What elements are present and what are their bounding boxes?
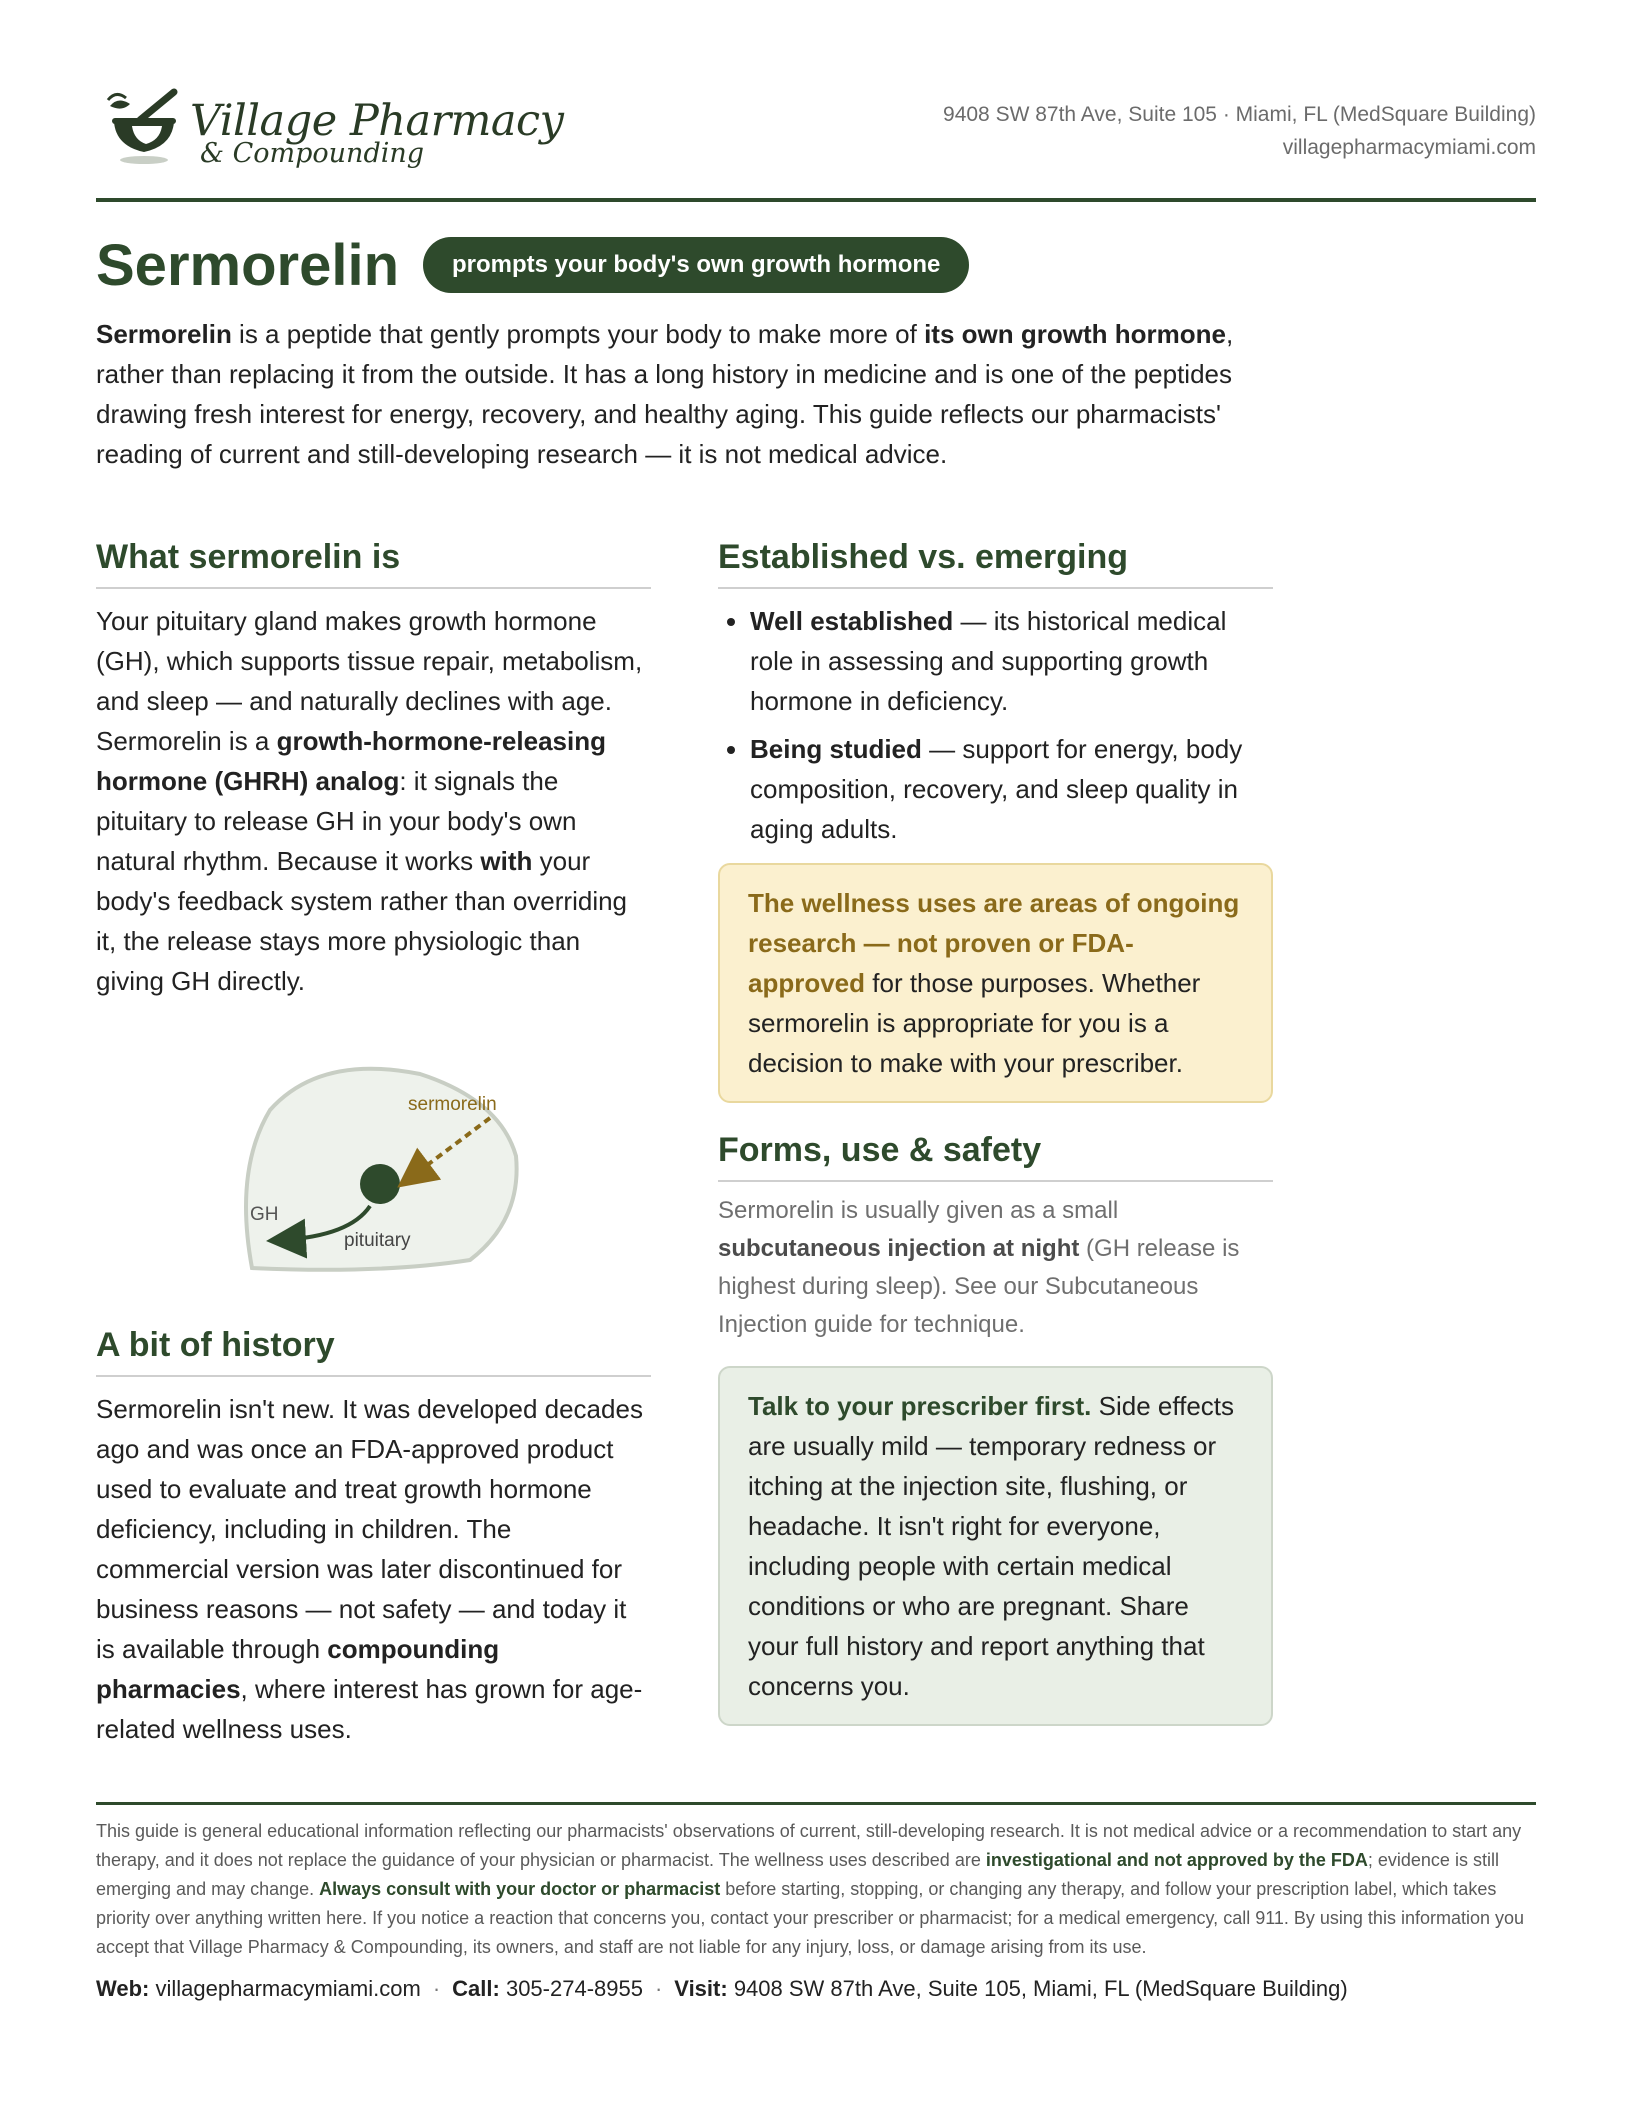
forms-heading: Forms, use & safety bbox=[718, 1131, 1273, 1182]
what-is-heading: What sermorelin is bbox=[96, 538, 651, 589]
footer bbox=[96, 1802, 1536, 2002]
intro-bold-1: Sermorelin bbox=[96, 319, 232, 349]
web-link[interactable]: villagepharmacymiami.com bbox=[155, 1976, 421, 2001]
caution-bold: The wellness uses are areas of ongoing research — not proven or FDA-approved bbox=[748, 888, 1240, 998]
disclaimer-bold-2: Always consult with your doctor or pharmacist bbox=[319, 1879, 721, 1899]
established-list bbox=[718, 601, 1273, 849]
logo-subtitle: & Compounding bbox=[200, 138, 425, 169]
forms-text-1: Sermorelin is usually given as a small bbox=[718, 1197, 1119, 1224]
tagline-badge: prompts your body's own growth hormone bbox=[423, 237, 969, 293]
safety-bold: Talk to your prescriber first. bbox=[748, 1391, 1092, 1421]
list-item-text: — its historical medical role in assessing and supporting growth hormone in deficiency. bbox=[750, 606, 1227, 716]
list-item bbox=[750, 601, 1273, 721]
history-heading: A bit of history bbox=[96, 1326, 651, 1377]
header-contact bbox=[943, 98, 1536, 164]
forms-bold-1: subcutaneous injection at night bbox=[718, 1235, 1080, 1262]
pharmacy-logo[interactable] bbox=[104, 86, 564, 176]
history-text-1: Sermorelin isn't new. It was developed decades ago and was once an FDA-approved product used to evaluate and treat growth hormone deficiency, including in children. The commercial version was later discontinued for business reasons — not safety — and today it is available through bbox=[96, 1394, 643, 1664]
call-label: Call: bbox=[452, 1976, 500, 2001]
disclaimer-text-2: ; evidence is still emerging and may change. bbox=[96, 1850, 1499, 1899]
logo-name: Village Pharmacy bbox=[190, 96, 564, 146]
title-row bbox=[96, 230, 969, 300]
what-is-text-1: Your pituitary gland makes growth hormone (GH), which supports tissue repair, metabolism, and sleep — and naturally declines with age. Sermorelin is a bbox=[96, 606, 643, 756]
right-column bbox=[718, 538, 1273, 1726]
mortar-pestle-icon bbox=[104, 86, 194, 168]
what-is-bold-2: with bbox=[480, 846, 533, 876]
page-title: Sermorelin bbox=[96, 232, 399, 298]
what-is-section bbox=[96, 538, 651, 1001]
phone-link[interactable]: 305-274-8955 bbox=[505, 1976, 643, 2001]
visit-address: 9408 SW 87th Ave, Suite 105, Miami, FL (MedSquare Building) bbox=[733, 1976, 1348, 2001]
diagram-label-gh: GH bbox=[250, 1204, 279, 1225]
disclaimer-text bbox=[96, 1817, 1536, 1962]
separator-dot: · bbox=[654, 1976, 663, 2001]
header-address: 9408 SW 87th Ave, Suite 105 · Miami, FL (MedSquare Building) bbox=[943, 103, 1536, 126]
list-item-bold: Well established bbox=[750, 606, 954, 636]
disclaimer-text-3: before starting, stopping, or changing any therapy, and follow your prescription label, which takes priority over anything written here. If you notice a reaction that concerns you, contact your prescriber or pharmacist; for a medical emergency, call 911. By using this information you accept that Village Pharmacy & Compounding, its owners, and staff are not liable for any injury, loss, or damage arising from its use. bbox=[96, 1879, 1525, 1957]
pituitary-diagram bbox=[240, 1060, 540, 1285]
history-text-2: , where interest has grown for age-related wellness uses. bbox=[96, 1674, 643, 1744]
history-body bbox=[96, 1389, 651, 1749]
intro-bold-2: its own growth hormone bbox=[924, 319, 1226, 349]
established-heading: Established vs. emerging bbox=[718, 538, 1273, 589]
separator-dot: · bbox=[432, 1976, 441, 2001]
header-website[interactable]: villagepharmacymiami.com bbox=[1282, 136, 1536, 159]
history-section bbox=[96, 1326, 651, 1749]
forms-text-2: (GH release is highest during sleep). See our Subcutaneous Injection guide for technique. bbox=[718, 1235, 1240, 1338]
history-bold-1: compounding pharmacies bbox=[96, 1634, 500, 1704]
safety-callout bbox=[718, 1366, 1273, 1726]
list-item-text: — support for energy, body composition, recovery, and sleep quality in aging adults. bbox=[750, 734, 1243, 844]
diagram-label-pituitary: pituitary bbox=[344, 1230, 411, 1251]
header bbox=[96, 80, 1536, 202]
what-is-body bbox=[96, 601, 651, 1001]
web-label: Web: bbox=[96, 1976, 150, 2001]
list-item bbox=[750, 729, 1273, 849]
disclaimer-text-1: This guide is general educational information reflecting our pharmacists' observations of current, still-developing research. It is not medical advice or a recommendation to start any therapy, and it does not replace the guidance of your physician or pharmacist. The wellness uses described are bbox=[96, 1821, 1522, 1870]
what-is-text-2: : it signals the pituitary to release GH in your body's own natural rhythm. Because it works bbox=[96, 766, 577, 876]
caution-callout bbox=[718, 863, 1273, 1103]
diagram-label-sermorelin: sermorelin bbox=[408, 1094, 497, 1115]
contact-line bbox=[96, 1976, 1536, 2002]
intro-paragraph bbox=[96, 314, 1276, 474]
disclaimer-bold-1: investigational and not approved by the FDA bbox=[985, 1850, 1368, 1870]
what-is-bold-1: growth-hormone-releasing hormone (GHRH) analog bbox=[96, 726, 606, 796]
pituitary-dot bbox=[360, 1164, 400, 1204]
caution-text: for those purposes. Whether sermorelin is appropriate for you is a decision to make with your prescriber. bbox=[748, 968, 1201, 1078]
safety-text: Side effects are usually mild — temporary redness or itching at the injection site, flushing, or headache. It isn't right for everyone, including people with certain medical conditions or who are pregnant. Share your full history and report anything that concerns you. bbox=[748, 1391, 1235, 1701]
what-is-text-3: your body's feedback system rather than overriding it, the release stays more physiologic than giving GH directly. bbox=[96, 846, 628, 996]
intro-text-1: is a peptide that gently prompts your body to make more of bbox=[231, 319, 925, 349]
forms-body bbox=[718, 1192, 1273, 1344]
list-item-bold: Being studied bbox=[750, 734, 922, 764]
visit-label: Visit: bbox=[674, 1976, 728, 2001]
intro-text-2: , rather than replacing it from the outside. It has a long history in medicine and is one of the peptides drawing fresh interest for energy, recovery, and healthy aging. This guide reflects our pharmacists' reading of current and still-developing research — it is not medical advice. bbox=[96, 319, 1234, 469]
